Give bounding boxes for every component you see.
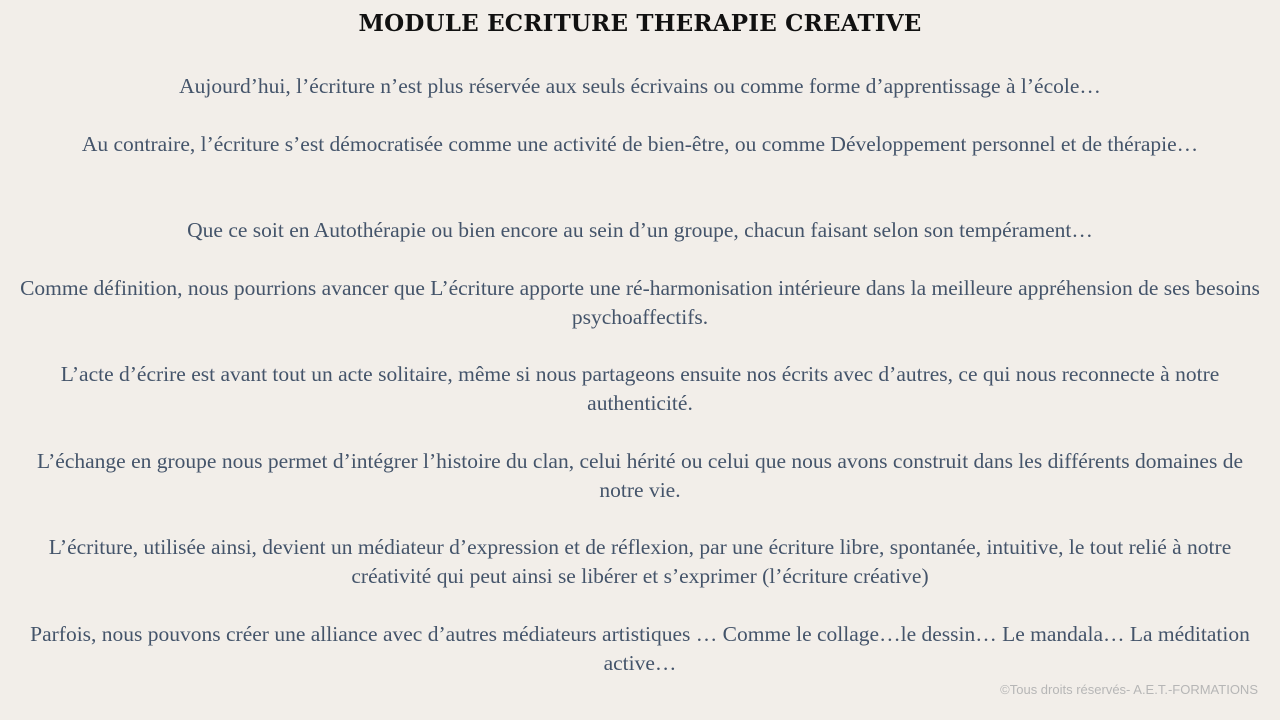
paragraph: Aujourd’hui, l’écriture n’est plus réservée aux seuls écrivains ou comme forme d’apprentissage à l’école… [179,74,1101,98]
paragraph: L’acte d’écrire est avant tout un acte solitaire, même si nous partageons ensuite nos écrits avec d’autres, ce qui nous reconnecte à notre authenticité. [60,362,1220,415]
paragraph: L’échange en groupe nous permet d’intégrer l’histoire du clan, celui hérité ou celui que nous avons construit dans les différents domaines de notre vie. [36,449,1244,502]
paragraph: Comme définition, nous pourrions avancer que L’écriture apporte une ré-harmonisation intérieure dans la meilleure appréhension de ses besoins psychoaffectifs. [20,276,1260,329]
paragraph: Au contraire, l’écriture s’est démocratisée comme une activité de bien-être, ou comme Développement personnel et de thérapie… [81,132,1199,156]
copyright-footer: ©Tous droits réservés- A.E.T.-FORMATIONS [1000,682,1258,697]
paragraph: Que ce soit en Autothérapie ou bien encore au sein d’un groupe, chacun faisant selon son tempérament… [187,218,1093,242]
slide-title: MODULE ECRITURE THERAPIE CREATIVE [358,10,922,37]
paragraph: Parfois, nous pouvons créer une alliance avec d’autres médiateurs artistiques … Comme le collage…le dessin… Le mandala… La méditation active… [30,622,1250,675]
paragraph: L’écriture, utilisée ainsi, devient un médiateur d’expression et de réflexion, par une écriture libre, spontanée, intuitive, le tout relié à notre créativité qui peut ainsi se libérer et s’exprimer (l’écriture créative) [48,535,1232,588]
